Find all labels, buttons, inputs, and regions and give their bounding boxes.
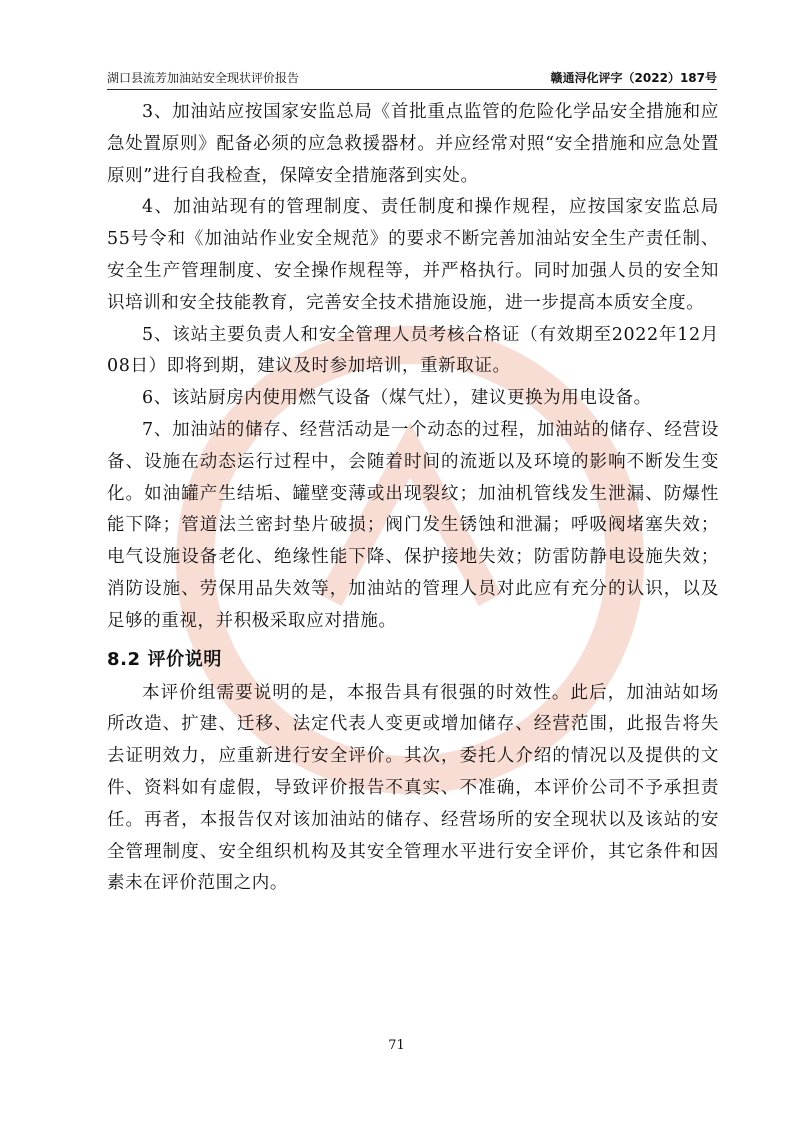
section-title: 8.2 评价说明 [107, 648, 222, 670]
paragraph-item-5: 5、该站主要负责人和安全管理人员考核合格证（有效期至2022年12月08日）即将到期，建议及时参加培训，重新取证。 [107, 324, 719, 377]
document-body [107, 97, 719, 900]
header-report-number: 赣通浔化评字（2022）187号 [550, 71, 717, 85]
header-divider [107, 89, 717, 90]
paragraph-item-7: 7、加油站的储存、经营活动是一个动态的过程，加油站的储存、经营设备、设施在动态运行过程中，会随着时间的流逝以及环境的影响不断发生变化。如油罐产生结垢、罐壁变薄或出现裂纹；加油机管线发生泄漏、防爆性能下降；管道法兰密封垫片破损；阀门发生锈蚀和泄漏；呼吸阀堵塞失效；电气设施设备老化、绝缘性能下降、保护接地失效；防雷防静电设施失效；消防设施、劳保用品失效等，加油站的管理人员对此应有充分的认识，以及足够的重视，并积极采取应对措施。 [107, 419, 719, 631]
paragraph-item-6: 6、该站厨房内使用燃气设备（煤气灶），建议更换为用电设备。 [142, 388, 652, 409]
paragraph-evaluation-note: 本评价组需要说明的是，本报告具有很强的时效性。此后，加油站如场所改造、扩建、迁移、法定代表人变更或增加储存、经营范围，此报告将失去证明效力，应重新进行安全评价。其次，委托人介绍的情况以及提供的文件、资料如有虚假，导致评价报告不真实、不准确，本评价公司不予承担责任。再者，本报告仅对该加油站的储存、经营场所的安全现状以及该站的安全管理制度、安全组织机构及其安全管理水平进行安全评价，其它条件和因素未在评价范围之内。 [107, 682, 719, 894]
page-number: 71 [388, 1038, 405, 1053]
header-report-title: 湖口县流芳加油站安全现状评价报告 [107, 71, 300, 85]
page-header [107, 68, 717, 88]
paragraph-item-3: 3、加油站应按国家安监总局《首批重点监管的危险化学品安全措施和应急处置原则》配备必须的应急救援器材。并应经常对照“安全措施和应急处置原则”进行自我检查，保障安全措施落到实处。 [107, 102, 719, 186]
paragraph-item-4: 4、加油站现有的管理制度、责任制度和操作规程，应按国家安监总局55号令和《加油站作业安全规范》的要求不断完善加油站安全生产责任制、安全生产管理制度、安全操作规程等，并严格执行。同时加强人员的安全知识培训和安全技能教育，完善安全技术措施设施，进一步提高本质安全度。 [107, 197, 719, 313]
